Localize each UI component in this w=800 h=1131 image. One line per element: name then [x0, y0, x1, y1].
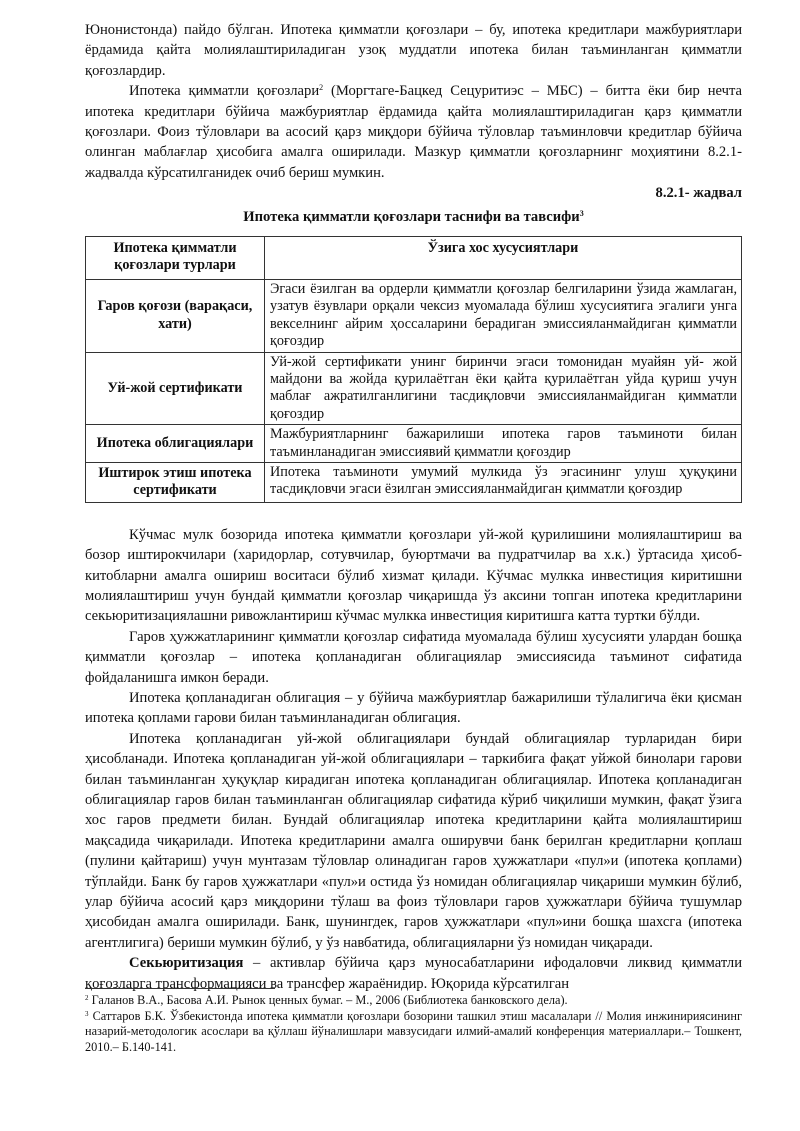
row-description: Ипотека таъминоти умумий мулкида ўз эгасининг улуш ҳуқуқини тасдиқловчи эгаси ёзилган эмиссияланмайдиган қимматли қоғоздир	[265, 462, 742, 502]
row-type: Ипотека облигациялари	[86, 425, 265, 463]
page-body	[85, 20, 742, 994]
row-description: Эгаси ёзилган ва ордерли қимматли қоғозлар белгиларини ўзида жамлаган, узатув ёзувлари орқали чексиз муомалада бўлиш хусусиятига эгалиги унга вексел​нинг айрим ҳоссаларини берадиган эмиссиялан​майдиган қимматли қоғоздир	[265, 279, 742, 352]
footnote-ref-3: 3	[579, 208, 584, 218]
footnote-mark-3: 3	[85, 1009, 89, 1018]
mbs-classification-table	[85, 236, 742, 503]
footnote-mark-2: 2	[85, 994, 89, 1002]
row-type: Гаров қоғози (варақаси, хати)	[86, 279, 265, 352]
securitization-term: Секьюритизация	[129, 955, 244, 972]
paragraph-mortgage-bond-definition: Ипотека қопланадиган облигация – у бўйича мажбуриятлар бажарилиши тўлалигича ёки қисман ипотека қоплами гарови билан таъминланадиган облигация.	[85, 690, 742, 727]
table-row	[86, 352, 742, 425]
table-title-text: Ипотека қимматли қоғозлари таснифи ва тавсифи	[243, 208, 580, 225]
footnote-3	[85, 1009, 742, 1056]
footnote-2	[85, 993, 742, 1009]
row-type: Иштирок этиш ипотека сертификати	[86, 462, 265, 502]
row-type: Уй-жой сертификати	[86, 352, 265, 425]
table-row	[86, 279, 742, 352]
paragraph-real-estate-market: Кўчмас мулк бозорида ипотека қимматли қоғозлари уй-жой қурилишини молиялаштириш ва бозор иштирокчилари (харидорлар, сотувчилар, буюртмачи ва пудратчилар ва х.к.) ўртасида ҳисоб-китобларни амалга ошириш воситаси бўлиб хизмат қилади. Кўчмас мулкка инвестиция киритишни молиялаштириш учун бундай қимматли қоғозлар чиқаришда ўз аксини топган ипотека кредитларини секьюритизациялашни ривожлантириш кўчмас мулкка инвестиция киритишга катта туртки бўлди.	[85, 526, 742, 625]
header-types: Ипотека қимматли қоғозлари турлари	[86, 237, 265, 280]
footnote-divider	[85, 988, 275, 989]
paragraph-mbs-definition	[85, 81, 742, 183]
footnotes	[85, 988, 742, 1055]
paragraph-collateral-documents: Гаров ҳужжатларининг қимматли қоғозлар сифатида муомалада бўлиш хусусияти улардан бошқа қимматли қоғозлар – ипотека қопланадиган облигациялар эмиссиясида таъминот сифатида фойдаланишга имкон беради.	[85, 628, 742, 686]
paragraph-housing-bonds: Ипотека қопланадиган уй-жой облигациялари бундай облигациялар турларидан бири ҳисобланади. Ипотека қопланадиган уй-жой облигациялари – таркибига фақат уйжой бинолари гарови билан таъминланган ҳуқуқлар кирадиган ипотека қопланадиган облигациялар. Ипотека қопланадиган облигациялар гаров билан таъминланган облигациялар сифатида кўриб чиқилиши мумкин, фақат ўзига хос гаров предмети билан. Бундай облигациялар ипотека кредитларини қайта молиялаштириш мақсадида чиқарилади. Ипотека кредитларини амалга оширувчи банк берилган кредитларни қоплаш (пулини қайтариш) учун мунтазам тўловлар олинадиган гаров ҳужжатлари «пул»и (ипотека қоплами) тўплайди. Банк бу гаров ҳужжатлари «пул»и остида ўз номидан облигациялар чиқариши мумкин бўлиб, улар бўйича асосий қарз миқдорини тўлаш ва фоиз тўловлари гаров ҳужжатлари бўйича тушумлар ҳисобидан амалга оширилади. Банк, шунингдек, гаров ҳужжатлари «пул»ини бошқа шахсга (ипотека агентлигига) бериши мумкин бўлиб, у ўз навбатида, облигацияларни ўз номидан чиқаради.	[85, 730, 742, 951]
mbs-definition-text: (Моргтаге-Бацкед Сецуритиэс – МБС) – битта ёки бир нечта ипотека кредитлари бўйича мажбуриятлар ёрдамида қайта молиялаштириладиган қарз қимматли қоғозлари. Фоиз тўловлари ва асосий қарз миқдори бўйича тўловлар таъминловчи кредитлар бўйича олинган маблағлар ҳисобига амалга оширилади. Мазкур қимматли қоғозларнинг моҳиятини 8.2.1-жадвалда кўрсатилганидек очиб бериш мумкин.	[85, 83, 743, 181]
mbs-term: Ипотека қимматли қоғозлари	[129, 83, 320, 100]
row-description: Мажбуриятларнинг бажарилиши ипотека гаров таъминоти билан таъминланадиган эмиссиявий қимматли қоғоздир	[265, 425, 742, 463]
table-row	[86, 462, 742, 502]
table-header-row	[86, 237, 742, 280]
row-description: Уй-жой сертификати унинг биринчи эгаси томонидан муайян уй- жой майдони ва жойда қурилаётган ёки қайта қурилаётган уйда қуриш учун маблағ ажратилганлигини тасдиқловчи эмиссияланмайдиган қимматли қоғоздир	[265, 352, 742, 425]
footnote-2-text: Галанов В.А., Басова А.И. Рынок ценных бумаг. – М., 2006 (Библиотека банковского дела).	[88, 993, 568, 1007]
footnote-ref-2: 2	[319, 83, 324, 93]
table-reference: 8.2.1- жадвал	[655, 185, 742, 202]
paragraph-intro: Юнонистонда) пайдо бўлган. Ипотека қимматли қоғозлари – бу, ипотека кредитлари мажбуриятлари ёрдамида қайта молиялаштириладиган узоқ муддатли ипотека билан таъминланган қимматли қоғозлардир.	[85, 22, 742, 79]
header-features: Ўзига хос хусусиятлари	[265, 237, 742, 280]
table-title	[85, 207, 742, 227]
table-row	[86, 425, 742, 463]
securitization-text: – активлар бўйича қарз муносабатларини ифодаловчи ликвид қимматли қоғозларга трансформацияси ва трансфер жараёнидир. Юқорида кўрсатилган	[85, 955, 742, 992]
footnote-3-text: Саттаров Б.К. Ўзбекистонда ипотека қимматли қоғозлари бозорини ташкил этиш масалалари // Молия инжинириясининг назарий-методологик асослари ва қўллаш йўналишлари мавзусидаги илмий-амалий конференция материаллари.– Тошкент, 2010.– Б.140-141.	[85, 1008, 742, 1054]
